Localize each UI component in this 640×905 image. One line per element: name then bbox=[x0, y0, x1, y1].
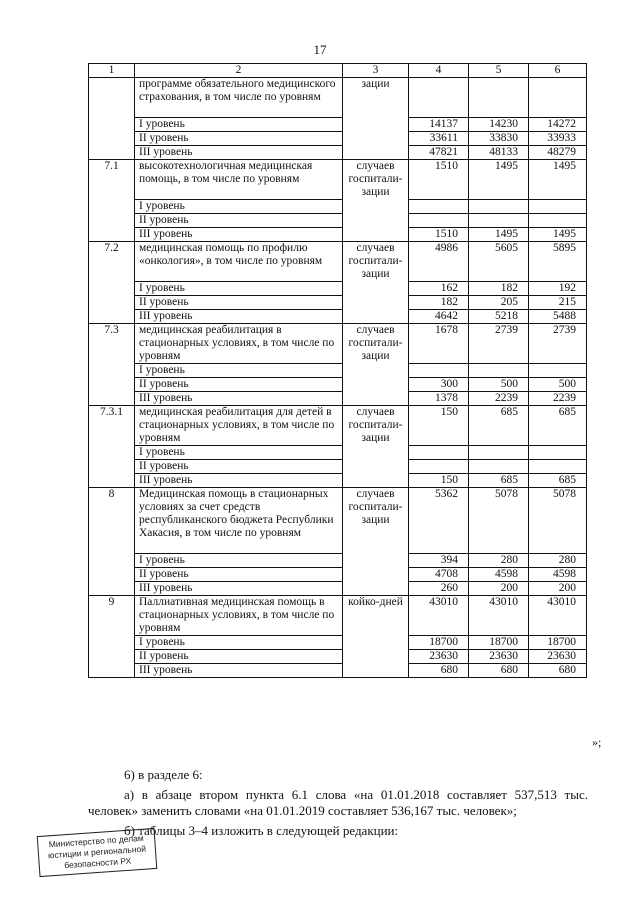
level-row bbox=[89, 460, 587, 474]
value-cell: 500 bbox=[529, 378, 587, 392]
value-cell: 150 bbox=[409, 474, 469, 488]
value-cell: 4708 bbox=[409, 568, 469, 582]
level-row bbox=[89, 282, 587, 296]
value-cell: 5218 bbox=[469, 310, 529, 324]
level-row bbox=[89, 310, 587, 324]
level-row bbox=[89, 118, 587, 132]
value-cell: 2739 bbox=[529, 324, 587, 364]
value-cell: 2239 bbox=[469, 392, 529, 406]
row-name: медицинская реабилитация в стационарных условиях, в том числе по уровням bbox=[135, 324, 343, 364]
level-name: III уровень bbox=[135, 228, 343, 242]
column-header: 6 bbox=[529, 64, 587, 78]
header-row bbox=[89, 64, 587, 78]
value-cell: 14137 bbox=[409, 118, 469, 132]
value-cell: 4642 bbox=[409, 310, 469, 324]
level-name: III уровень bbox=[135, 310, 343, 324]
level-name: I уровень bbox=[135, 200, 343, 214]
level-name: I уровень bbox=[135, 636, 343, 650]
column-header: 1 bbox=[89, 64, 135, 78]
level-name: III уровень bbox=[135, 146, 343, 160]
value-cell: 5895 bbox=[529, 242, 587, 282]
row-name: медицинская помощь по профилю «онкология», в том числе по уровням bbox=[135, 242, 343, 282]
value-cell: 4598 bbox=[529, 568, 587, 582]
column-header: 4 bbox=[409, 64, 469, 78]
ministry-stamp: Министерство по делам юстиции и региональной безопасности РХ bbox=[37, 828, 158, 877]
table-row bbox=[89, 242, 587, 282]
table-row bbox=[89, 78, 587, 118]
value-cell: 685 bbox=[529, 474, 587, 488]
level-row bbox=[89, 636, 587, 650]
table-row bbox=[89, 406, 587, 446]
row-code: 7.3.1 bbox=[89, 406, 135, 488]
value-cell bbox=[469, 78, 529, 118]
value-cell bbox=[409, 446, 469, 460]
level-name: I уровень bbox=[135, 446, 343, 460]
level-row bbox=[89, 446, 587, 460]
data-table bbox=[88, 63, 587, 678]
value-cell: 162 bbox=[409, 282, 469, 296]
level-row bbox=[89, 582, 587, 596]
level-name: II уровень bbox=[135, 296, 343, 310]
closing-quote: »; bbox=[592, 735, 602, 749]
level-row bbox=[89, 132, 587, 146]
level-row bbox=[89, 296, 587, 310]
column-header: 3 bbox=[343, 64, 409, 78]
value-cell bbox=[469, 214, 529, 228]
table-row bbox=[89, 324, 587, 364]
value-cell: 1495 bbox=[529, 160, 587, 200]
value-cell bbox=[469, 364, 529, 378]
value-cell: 685 bbox=[469, 406, 529, 446]
value-cell: 300 bbox=[409, 378, 469, 392]
value-cell bbox=[529, 214, 587, 228]
value-cell: 33611 bbox=[409, 132, 469, 146]
level-name: III уровень bbox=[135, 474, 343, 488]
value-cell: 14230 bbox=[469, 118, 529, 132]
value-cell: 205 bbox=[469, 296, 529, 310]
level-name: II уровень bbox=[135, 568, 343, 582]
value-cell: 280 bbox=[529, 554, 587, 568]
column-header: 2 bbox=[135, 64, 343, 78]
level-row bbox=[89, 554, 587, 568]
value-cell: 5078 bbox=[529, 488, 587, 554]
level-name: I уровень bbox=[135, 554, 343, 568]
value-cell: 1510 bbox=[409, 228, 469, 242]
value-cell: 33933 bbox=[529, 132, 587, 146]
value-cell bbox=[409, 200, 469, 214]
value-cell: 680 bbox=[469, 664, 529, 678]
level-name: I уровень bbox=[135, 282, 343, 296]
value-cell: 200 bbox=[529, 582, 587, 596]
row-unit: случаев госпитали-зации bbox=[343, 242, 409, 324]
value-cell: 4598 bbox=[469, 568, 529, 582]
value-cell: 200 bbox=[469, 582, 529, 596]
value-cell bbox=[529, 200, 587, 214]
value-cell: 48279 bbox=[529, 146, 587, 160]
value-cell bbox=[469, 200, 529, 214]
level-name: I уровень bbox=[135, 118, 343, 132]
row-code: 8 bbox=[89, 488, 135, 596]
value-cell: 43010 bbox=[469, 596, 529, 636]
row-unit: случаев госпитали-зации bbox=[343, 160, 409, 242]
value-cell bbox=[409, 214, 469, 228]
value-cell: 182 bbox=[469, 282, 529, 296]
level-row bbox=[89, 214, 587, 228]
value-cell: 685 bbox=[529, 406, 587, 446]
value-cell: 23630 bbox=[469, 650, 529, 664]
level-name: II уровень bbox=[135, 132, 343, 146]
row-name: медицинская реабилитация для детей в стационарных условиях, в том числе по уровням bbox=[135, 406, 343, 446]
value-cell bbox=[469, 446, 529, 460]
row-name: программе обязательного медицинского страхования, в том числе по уровням bbox=[135, 78, 343, 118]
value-cell: 680 bbox=[529, 664, 587, 678]
row-name: Медицинская помощь в стационарных условиях за счет средств республиканского бюджета Республики Хакасия, в том числе по уровням bbox=[135, 488, 343, 554]
value-cell: 47821 bbox=[409, 146, 469, 160]
level-row bbox=[89, 474, 587, 488]
level-row bbox=[89, 146, 587, 160]
value-cell bbox=[529, 446, 587, 460]
value-cell: 1495 bbox=[469, 228, 529, 242]
row-code: 7.2 bbox=[89, 242, 135, 324]
row-unit: зации bbox=[343, 78, 409, 160]
level-row bbox=[89, 378, 587, 392]
value-cell bbox=[529, 78, 587, 118]
level-row bbox=[89, 392, 587, 406]
level-row bbox=[89, 200, 587, 214]
value-cell: 14272 bbox=[529, 118, 587, 132]
value-cell: 23630 bbox=[529, 650, 587, 664]
value-cell: 2739 bbox=[469, 324, 529, 364]
value-cell: 33830 bbox=[469, 132, 529, 146]
row-unit: случаев госпитали-зации bbox=[343, 324, 409, 406]
value-cell: 394 bbox=[409, 554, 469, 568]
level-name: II уровень bbox=[135, 378, 343, 392]
value-cell: 192 bbox=[529, 282, 587, 296]
value-cell: 280 bbox=[469, 554, 529, 568]
paragraph-amendment-b: б) таблицы 3–4 изложить в следующей редакции: bbox=[124, 823, 399, 838]
value-cell bbox=[469, 460, 529, 474]
level-name: II уровень bbox=[135, 650, 343, 664]
level-row bbox=[89, 228, 587, 242]
value-cell: 5488 bbox=[529, 310, 587, 324]
value-cell: 500 bbox=[469, 378, 529, 392]
value-cell: 43010 bbox=[409, 596, 469, 636]
value-cell: 215 bbox=[529, 296, 587, 310]
value-cell: 23630 bbox=[409, 650, 469, 664]
level-name: II уровень bbox=[135, 460, 343, 474]
value-cell bbox=[529, 460, 587, 474]
level-name: III уровень bbox=[135, 664, 343, 678]
row-unit: случаев госпитали-зации bbox=[343, 488, 409, 596]
column-header: 5 bbox=[469, 64, 529, 78]
value-cell: 1678 bbox=[409, 324, 469, 364]
level-name: II уровень bbox=[135, 214, 343, 228]
value-cell: 182 bbox=[409, 296, 469, 310]
value-cell: 150 bbox=[409, 406, 469, 446]
level-name: III уровень bbox=[135, 392, 343, 406]
level-name: III уровень bbox=[135, 582, 343, 596]
table-row bbox=[89, 160, 587, 200]
value-cell: 18700 bbox=[529, 636, 587, 650]
value-cell: 1510 bbox=[409, 160, 469, 200]
paragraph-section: 6) в разделе 6: bbox=[124, 767, 203, 782]
value-cell: 43010 bbox=[529, 596, 587, 636]
level-row bbox=[89, 650, 587, 664]
row-name: Паллиативная медицинская помощь в стационарных условиях, в том числе по уровням bbox=[135, 596, 343, 636]
value-cell: 685 bbox=[469, 474, 529, 488]
value-cell: 680 bbox=[409, 664, 469, 678]
paragraph-amendment-a: а) в абзаце втором пункта 6.1 слова «на 01.01.2018 составляет 537,513 тыс. человек» заменить словами «на 01.01.2019 составляет 536,167 тыс. человек»; bbox=[88, 787, 588, 818]
level-row bbox=[89, 568, 587, 582]
level-name: I уровень bbox=[135, 364, 343, 378]
value-cell: 48133 bbox=[469, 146, 529, 160]
row-unit: случаев госпитали-зации bbox=[343, 406, 409, 488]
value-cell: 1378 bbox=[409, 392, 469, 406]
table-row bbox=[89, 488, 587, 554]
row-code: 7.3 bbox=[89, 324, 135, 406]
value-cell bbox=[529, 364, 587, 378]
row-unit: койко-дней bbox=[343, 596, 409, 678]
level-row bbox=[89, 664, 587, 678]
row-name: высокотехнологичная медицинская помощь, в том числе по уровням bbox=[135, 160, 343, 200]
value-cell: 1495 bbox=[529, 228, 587, 242]
value-cell: 5078 bbox=[469, 488, 529, 554]
value-cell: 1495 bbox=[469, 160, 529, 200]
level-row bbox=[89, 364, 587, 378]
value-cell bbox=[409, 78, 469, 118]
value-cell: 5605 bbox=[469, 242, 529, 282]
value-cell bbox=[409, 364, 469, 378]
value-cell: 260 bbox=[409, 582, 469, 596]
value-cell: 18700 bbox=[469, 636, 529, 650]
value-cell: 18700 bbox=[409, 636, 469, 650]
row-code: 9 bbox=[89, 596, 135, 678]
value-cell bbox=[409, 460, 469, 474]
value-cell: 4986 bbox=[409, 242, 469, 282]
row-code: 7.1 bbox=[89, 160, 135, 242]
row-code bbox=[89, 78, 135, 160]
page-number: 17 bbox=[313, 42, 327, 57]
value-cell: 2239 bbox=[529, 392, 587, 406]
value-cell: 5362 bbox=[409, 488, 469, 554]
table-row bbox=[89, 596, 587, 636]
